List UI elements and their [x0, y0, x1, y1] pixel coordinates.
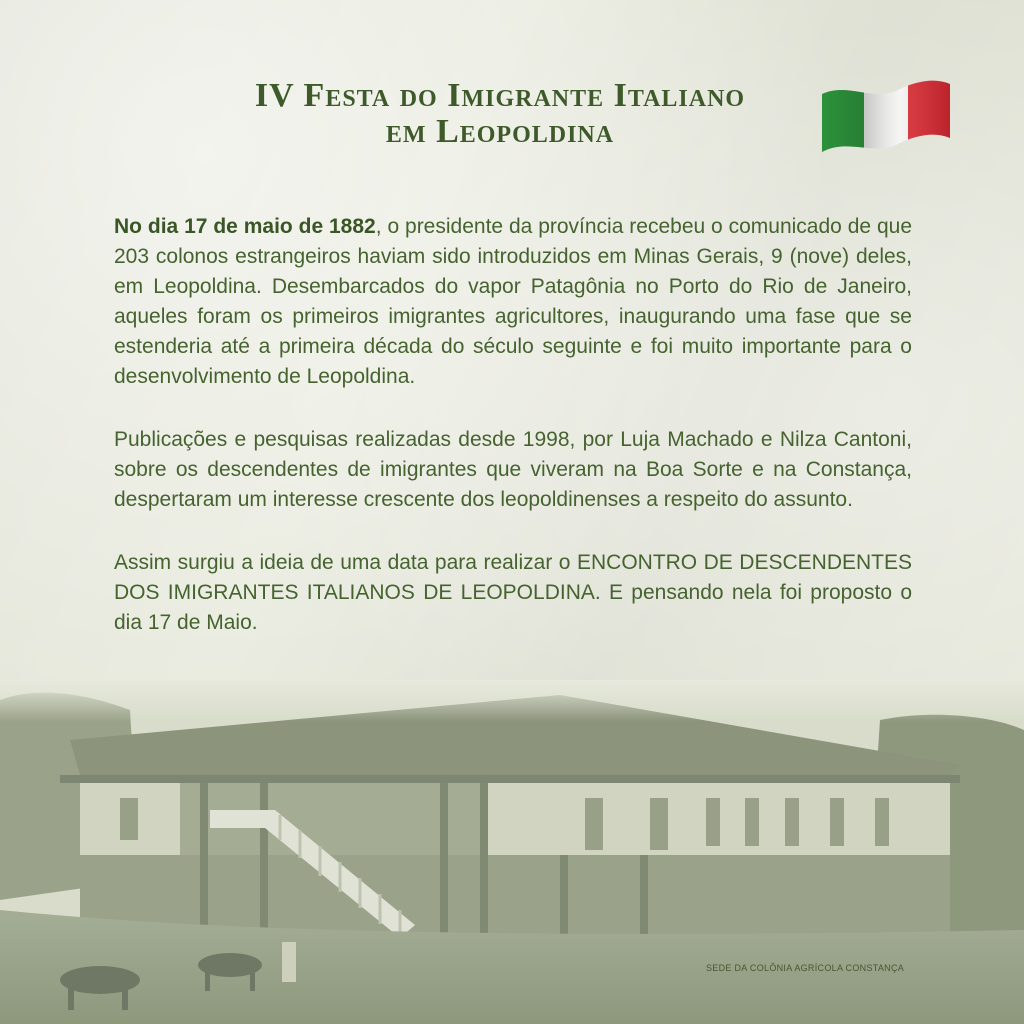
paragraph-1 — [114, 212, 912, 392]
paragraph-2: Publicações e pesquisas realizadas desde 1998, por Luja Machado e Nilza Cantoni, sobre os descendentes de imigrantes que viveram na Boa Sorte e na Constança, despertaram um interesse crescente dos leopoldinenses a respeito do assunto. — [114, 428, 912, 511]
page-title — [180, 78, 820, 150]
paragraph-3: Assim surgiu a ideia de uma data para realizar o ENCONTRO DE DESCENDENTES DOS IMIGRANTES ITALIANOS DE LEOPOLDINA. E pensando nela foi proposto o dia 17 de Maio. — [114, 551, 912, 634]
body-text — [114, 212, 912, 671]
highlight-date: No dia 17 de maio de 1882 — [114, 215, 376, 238]
title-line-1: IV Festa do Imigrante Italiano — [254, 77, 746, 114]
italian-flag-icon — [818, 72, 954, 164]
photo-caption: SEDE DA COLÔNIA AGRÍCOLA CONSTANÇA — [706, 963, 905, 973]
paragraph-1-text: , o presidente da província recebeu o comunicado de que 203 colonos estrangeiros haviam sido introduzidos em Minas Gerais, 9 (nove) deles, em Leopoldina. Desembarcados do vapor Patagônia no Porto do Rio de Janeiro, aqueles foram os primeiros imigrantes agricultores, inaugurando uma fase que se estenderia até a primeira década do século seguinte e foi muito importante para o desenvolvimento de Leopoldina. — [114, 215, 913, 388]
title-line-2: em Leopoldina — [385, 113, 615, 150]
